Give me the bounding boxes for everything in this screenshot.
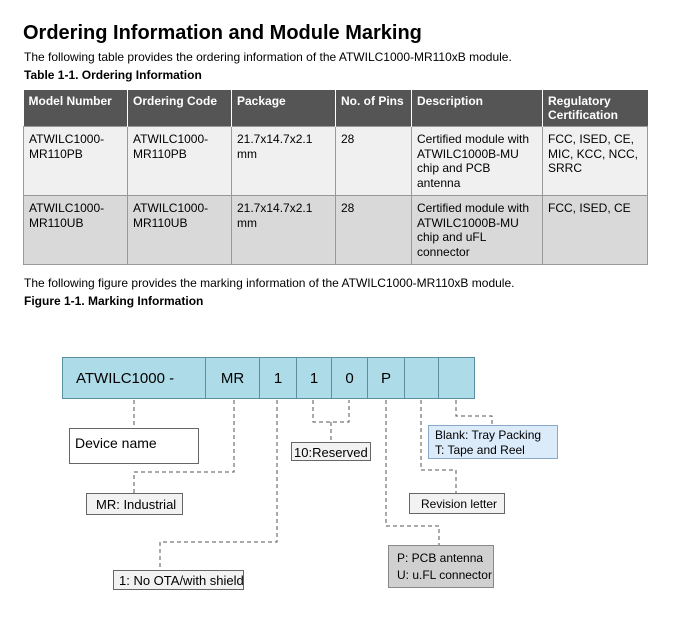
- label-reserved: [291, 442, 371, 461]
- label-tray-line2: T: Tape and Reel: [435, 443, 525, 457]
- marking-segment-base: ATWILC1000 -: [62, 357, 206, 399]
- label-device-name-text: Device name: [75, 435, 157, 451]
- cell-ordering-code: ATWILC1000-MR110PB: [128, 127, 232, 196]
- label-reserved-text: 10:Reserved: [294, 445, 368, 460]
- cell-description: Certified module with ATWILC1000B-MU chip and uFL connector: [412, 196, 543, 265]
- connector-reserved: [313, 400, 349, 442]
- marking-segment-0: 0: [331, 357, 368, 399]
- cell-pins: 28: [336, 127, 412, 196]
- intro-text: The following table provides the ordering information of the ATWILC1000-MR110xB module.: [24, 50, 512, 64]
- figure-caption: Figure 1-1. Marking Information: [24, 294, 204, 308]
- marking-segment-1b: 1: [296, 357, 332, 399]
- connector-ota: [160, 400, 277, 570]
- cell-certification: FCC, ISED, CE: [543, 196, 648, 265]
- header-model-number: Model Number: [24, 90, 128, 127]
- label-industrial-text: MR: Industrial: [96, 497, 177, 512]
- connector-antenna: [386, 400, 439, 545]
- label-industrial: [86, 493, 183, 515]
- page-title: Ordering Information and Module Marking: [23, 22, 422, 44]
- label-revision-letter: [409, 493, 505, 514]
- header-pins: No. of Pins: [336, 90, 412, 127]
- cell-model-number: ATWILC1000-MR110PB: [24, 127, 128, 196]
- label-antenna: [388, 545, 494, 588]
- cell-certification: FCC, ISED, CE, MIC, KCC, NCC, SRRC: [543, 127, 648, 196]
- label-revision-text: Revision letter: [421, 497, 498, 511]
- cell-ordering-code: ATWILC1000-MR110UB: [128, 196, 232, 265]
- marking-segment-mr: MR: [205, 357, 260, 399]
- label-tray-line1: Blank: Tray Packing: [435, 428, 542, 442]
- label-ota-shield: [113, 570, 244, 590]
- cell-package: 21.7x14.7x2.1 mm: [232, 196, 336, 265]
- header-ordering-code: Ordering Code: [128, 90, 232, 127]
- header-description: Description: [412, 90, 543, 127]
- table-caption: Table 1-1. Ordering Information: [24, 68, 202, 82]
- label-device-name: [69, 428, 199, 464]
- connector-packing: [456, 400, 492, 426]
- cell-pins: 28: [336, 196, 412, 265]
- label-antenna-line1: P: PCB antenna: [397, 551, 484, 565]
- marking-segment-p: P: [367, 357, 405, 399]
- cell-model-number: ATWILC1000-MR110UB: [24, 196, 128, 265]
- header-certification: Regulatory Certification: [543, 90, 648, 127]
- label-ota-shield-text: 1: No OTA/with shield: [119, 573, 244, 588]
- marking-segment-1a: 1: [259, 357, 297, 399]
- cell-description: Certified module with ATWILC1000B-MU chip and PCB antenna: [412, 127, 543, 196]
- cell-package: 21.7x14.7x2.1 mm: [232, 127, 336, 196]
- label-tray-packing: [428, 425, 558, 459]
- figure-intro-text: The following figure provides the marking information of the ATWILC1000-MR110xB module.: [24, 276, 515, 290]
- label-antenna-line2: U: u.FL connector: [397, 568, 492, 582]
- header-package: Package: [232, 90, 336, 127]
